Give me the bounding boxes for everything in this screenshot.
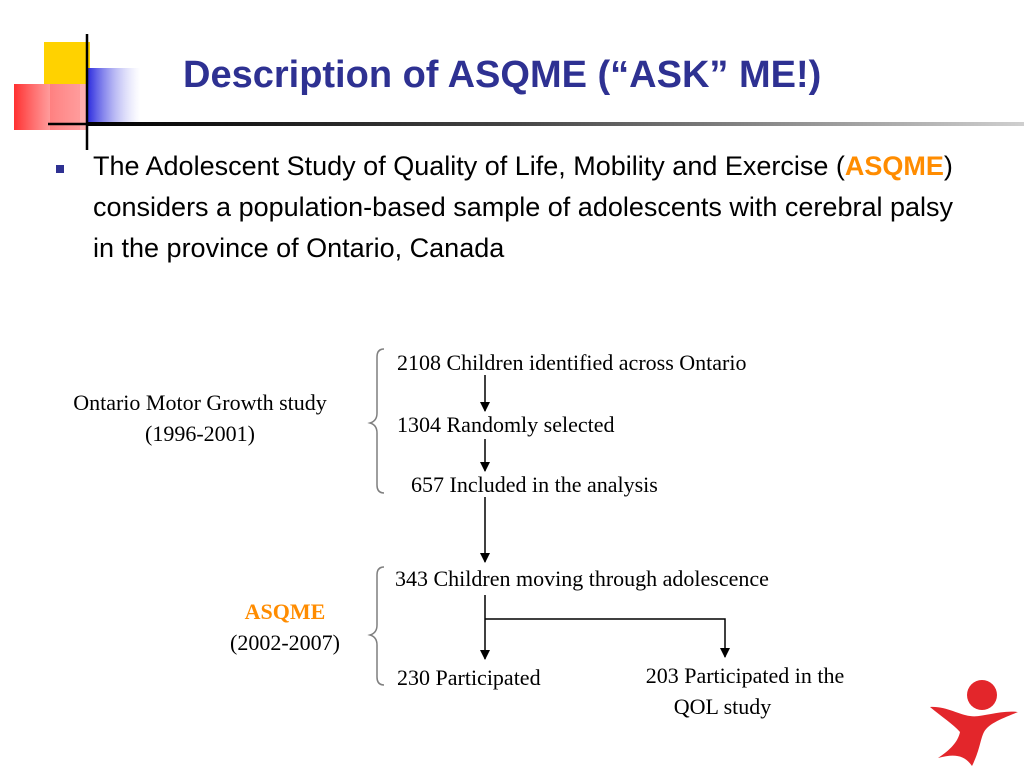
step-identified: 2108 Children identified across Ontario	[397, 350, 747, 375]
brace-group-2	[370, 567, 384, 685]
group2-years: (2002-2007)	[230, 630, 340, 655]
arrow-to-qol	[485, 619, 725, 657]
step-included: 657 Included in the analysis	[411, 472, 658, 497]
step-qol-line1: 203 Participated in the	[645, 663, 845, 688]
group2-label: ASQME	[244, 599, 326, 624]
brace-group-1	[370, 349, 384, 493]
step-participated: 230 Participated	[397, 665, 541, 690]
step-adolescence: 343 Children moving through adolescence	[395, 566, 769, 591]
bullet-text-start: The Adolescent Study of Quality of Life, Mobility and Exercise (	[93, 151, 845, 181]
running-person-icon	[926, 676, 1022, 768]
group1-years: (1996-2001)	[145, 421, 255, 446]
group1-label: Ontario Motor Growth study	[73, 390, 327, 415]
slide-title: Description of ASQME (“ASK” ME!)	[183, 54, 822, 96]
bullet-text-end: ) considers a population-based sample of adolescents with cerebral palsy in the province of Ontario, Canada	[93, 151, 953, 263]
step-selected: 1304 Randomly selected	[397, 412, 615, 437]
step-qol-line2: QOL study	[673, 694, 772, 719]
bullet-text-highlight: ASQME	[844, 151, 944, 181]
